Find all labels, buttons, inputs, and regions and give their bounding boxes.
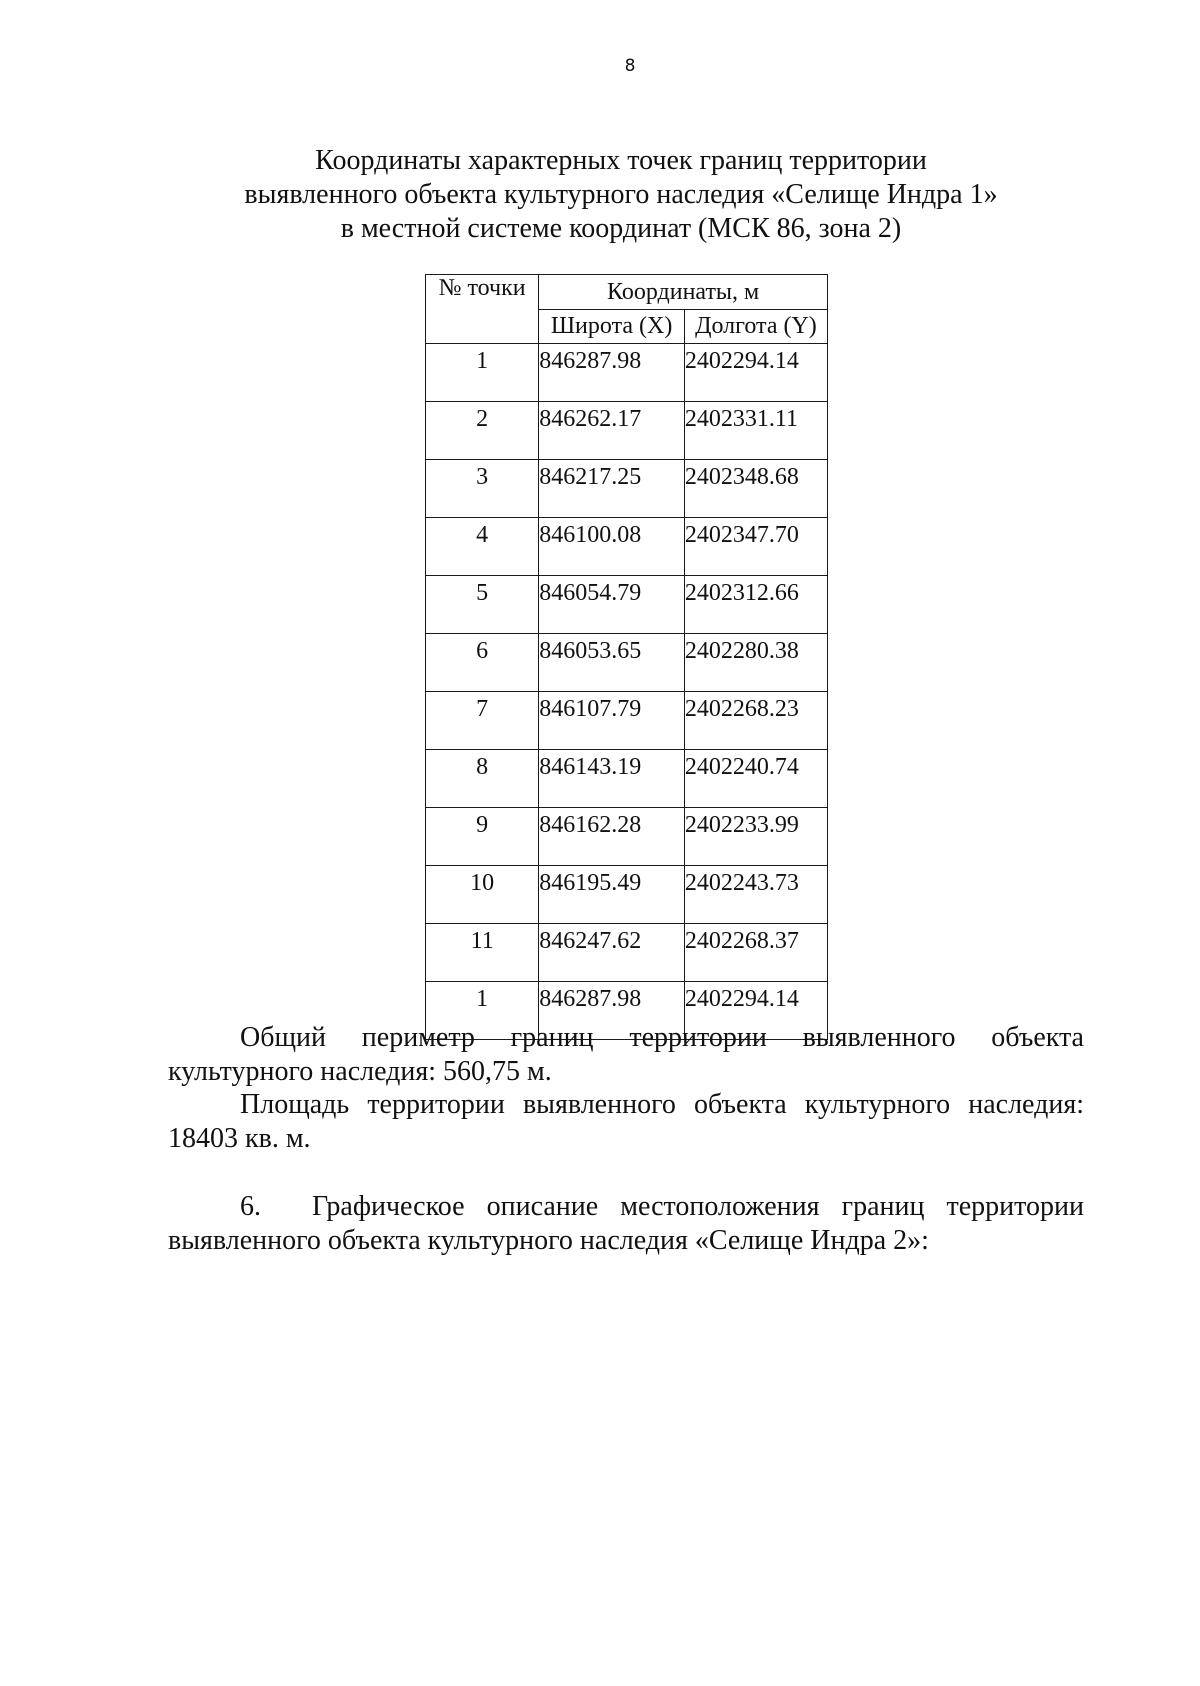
area-line-2: 18403 кв. м.	[168, 1123, 311, 1154]
coordinates-table-body	[426, 344, 828, 1040]
latitude-x-cell: 846100.08	[539, 518, 685, 576]
table-row	[426, 576, 828, 634]
point-number-cell: 7	[426, 692, 539, 750]
table-row	[426, 808, 828, 866]
perimeter-paragraph	[168, 1021, 1084, 1089]
table-row	[426, 402, 828, 460]
point-number-cell: 11	[426, 924, 539, 982]
latitude-x-cell: 846247.62	[539, 924, 685, 982]
section-6-heading-text: Графическое описание местоположения границ территории	[312, 1191, 1084, 1222]
point-number-cell: 8	[426, 750, 539, 808]
table-row	[426, 518, 828, 576]
point-number-cell: 10	[426, 866, 539, 924]
title-line-2: выявленного объекта культурного наследия «Селище Индра 1»	[244, 179, 998, 210]
title-line-3: в местной системе координат (МСК 86, зона 2)	[340, 213, 902, 244]
latitude-x-cell: 846195.49	[539, 866, 685, 924]
point-number-cell: 2	[426, 402, 539, 460]
latitude-x-cell: 846287.98	[539, 344, 685, 402]
perimeter-line-2: культурного наследия: 560,75 м.	[168, 1056, 552, 1087]
table-row	[426, 866, 828, 924]
perimeter-line-1: Общий периметр границ территории выявленного объекта	[240, 1022, 1084, 1053]
longitude-y-cell: 2402294.14	[684, 344, 827, 402]
longitude-y-cell: 2402331.11	[684, 402, 827, 460]
latitude-x-cell: 846107.79	[539, 692, 685, 750]
table-row	[426, 460, 828, 518]
table-title	[0, 144, 1200, 246]
section-6-paragraph	[168, 1190, 1084, 1258]
longitude-y-cell: 2402280.38	[684, 634, 827, 692]
title-line-1: Координаты характерных точек границ территории	[315, 145, 927, 176]
header-longitude-y: Долгота (Y)	[684, 310, 827, 344]
coordinates-table	[425, 274, 828, 1040]
header-latitude-x: Широта (X)	[539, 310, 685, 344]
area-line-1: Площадь территории выявленного объекта культурного наследия:	[240, 1089, 1084, 1120]
latitude-x-cell: 846217.25	[539, 460, 685, 518]
longitude-y-cell: 2402233.99	[684, 808, 827, 866]
longitude-y-cell: 2402240.74	[684, 750, 827, 808]
longitude-y-cell: 2402294.14	[684, 982, 827, 1040]
section-6-line-2: выявленного объекта культурного наследия «Селище Индра 2»:	[168, 1225, 929, 1256]
table-row	[426, 692, 828, 750]
header-point-number: № точки	[426, 275, 539, 344]
longitude-y-cell: 2402243.73	[684, 866, 827, 924]
latitude-x-cell: 846054.79	[539, 576, 685, 634]
point-number-cell: 6	[426, 634, 539, 692]
point-number-cell: 1	[426, 982, 539, 1040]
latitude-x-cell: 846162.28	[539, 808, 685, 866]
page-number: 8	[624, 56, 636, 76]
longitude-y-cell: 2402312.66	[684, 576, 827, 634]
longitude-y-cell: 2402347.70	[684, 518, 827, 576]
point-number-cell: 1	[426, 344, 539, 402]
point-number-cell: 4	[426, 518, 539, 576]
table-row	[426, 750, 828, 808]
section-6-number: 6.	[240, 1191, 261, 1222]
latitude-x-cell: 846287.98	[539, 982, 685, 1040]
point-number-cell: 5	[426, 576, 539, 634]
table-row	[426, 344, 828, 402]
point-number-cell: 9	[426, 808, 539, 866]
table-row	[426, 924, 828, 982]
area-paragraph	[168, 1088, 1084, 1156]
latitude-x-cell: 846053.65	[539, 634, 685, 692]
latitude-x-cell: 846262.17	[539, 402, 685, 460]
longitude-y-cell: 2402268.23	[684, 692, 827, 750]
section-6-line-1	[168, 1190, 1084, 1224]
longitude-y-cell: 2402268.37	[684, 924, 827, 982]
latitude-x-cell: 846143.19	[539, 750, 685, 808]
table-row	[426, 634, 828, 692]
header-coordinates: Координаты, м	[539, 275, 828, 310]
point-number-cell: 3	[426, 460, 539, 518]
longitude-y-cell: 2402348.68	[684, 460, 827, 518]
